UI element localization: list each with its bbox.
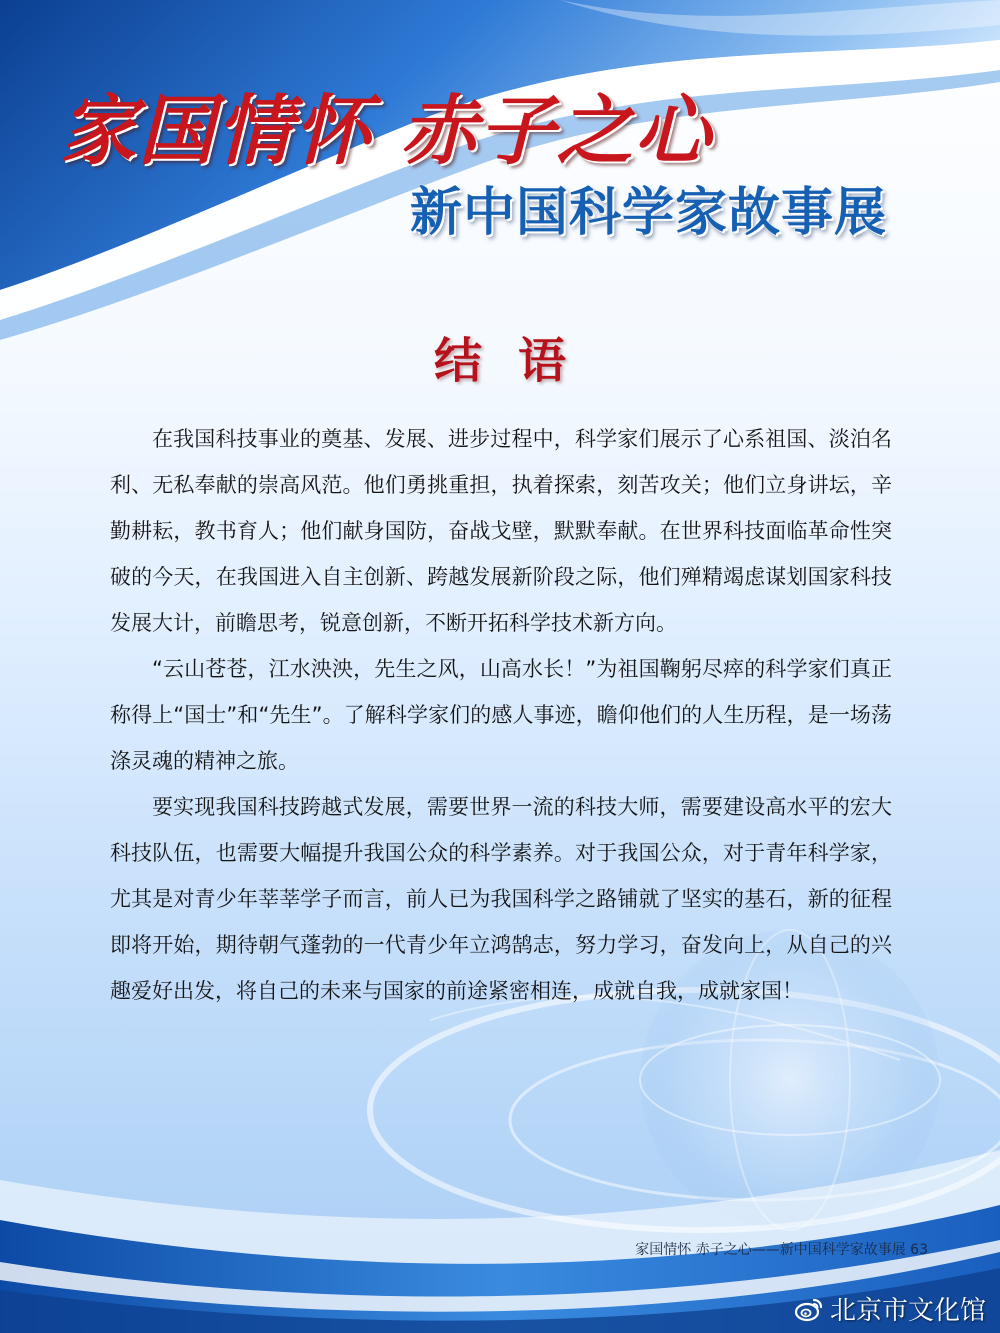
section-heading: 结语 xyxy=(433,333,602,389)
watermark xyxy=(794,1290,986,1327)
paragraph: 要实现我国科技跨越式发展，需要世界一流的科技大师，需要建设高水平的宏大科技队伍，也需要大幅提升我国公众的科学素养。对于我国公众，对于青年科学家，尤其是对青少年莘莘学子而言，前人已为我国科学之路铺就了坚实的基石，新的征程即将开始，期待朝气蓬勃的一代青少年立鸿鹄志，努力学习，奋发向上，从自己的兴趣爱好出发，将自己的未来与国家的前途紧密相连，成就自我，成就家国！ xyxy=(110,795,892,1003)
article-body xyxy=(110,416,892,1014)
exhibition-subtitle: 新中国科学家故事展 xyxy=(410,183,888,243)
paragraph: “云山苍苍，江水泱泱，先生之风，山高水长！”为祖国鞠躬尽瘁的科学家们真正称得上“国士”和“先生”。了解科学家们的感人事迹，瞻仰他们的人生历程，是一场荡涤灵魂的精神之旅。 xyxy=(110,657,892,773)
page-footer-caption: 家国情怀 赤子之心——新中国科学家故事展 63 xyxy=(635,1242,928,1258)
exhibition-title: 家国情怀 赤子之心 xyxy=(60,86,713,175)
paragraph: 在我国科技事业的奠基、发展、进步过程中，科学家们展示了心系祖国、淡泊名利、无私奉献的崇高风范。他们勇挑重担，执着探索，刻苦攻关；他们立身讲坛，辛勤耕耘，教书育人；他们献身国防，奋战戈壁，默默奉献。在世界科技面临革命性突破的今天，在我国进入自主创新、跨越发展新阶段之际，他们殚精竭虑谋划国家科技发展大计，前瞻思考，锐意创新，不断开拓科学技术新方向。 xyxy=(110,427,892,635)
weibo-icon xyxy=(794,1295,824,1323)
watermark-text: 北京市文化馆 xyxy=(829,1296,986,1326)
